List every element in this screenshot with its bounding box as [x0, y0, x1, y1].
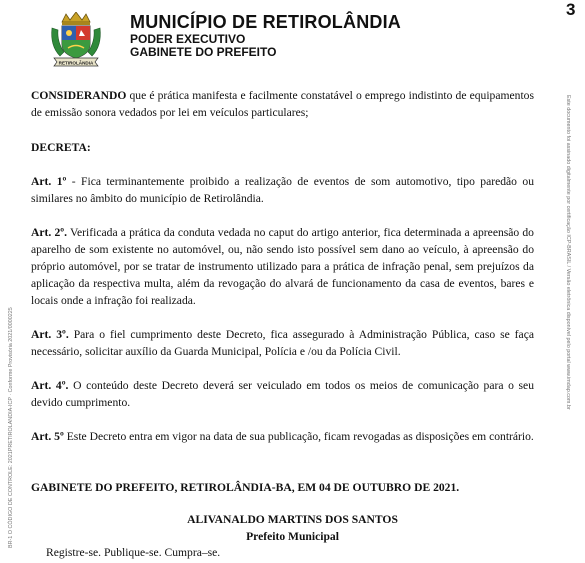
- considerando-paragraph: [31, 87, 534, 121]
- article-1-label: Art. 1º: [31, 175, 67, 188]
- crest-banner-text: RETIROLÂNDIA: [58, 60, 94, 66]
- decreta-heading: [31, 139, 534, 156]
- executive-power-label: PODER EXECUTIVO: [130, 32, 246, 46]
- digital-signature-stamp: Este documento foi assinado digitalmente por certificação ICP-BRASIL / Versão eletrônica disponível pelo portal www.imdap.com.br: [565, 95, 571, 410]
- article-4: [31, 377, 534, 411]
- decreta-label: DECRETA:: [31, 141, 91, 154]
- signer-name: ALIVANALDO MARTINS DOS SANTOS: [187, 513, 398, 526]
- registre-line: Registre-se. Publique-se. Cumpra–se.: [46, 546, 221, 559]
- article-3-label: Art. 3º.: [31, 328, 69, 341]
- article-2: [31, 224, 534, 309]
- article-4-text: O conteúdo deste Decreto deverá ser veiculado em todos os meios de comunicação para o seu devido cumprimento.: [31, 379, 534, 409]
- article-3-text: Para o fiel cumprimento deste Decreto, fica assegurado à Administração Pública, caso se faça necessário, solicitar auxílio da Guarda Municipal, Polícia e /ou da Polícia Civil.: [31, 328, 534, 358]
- control-code-stamp: BR-1 O CÓDIGO DE CONTROLE: 2021PRETIROLANDIA-ICP · Conforme Provisória 2021/0000225: [8, 307, 14, 548]
- cabinet-label: GABINETE DO PREFEITO: [130, 45, 277, 59]
- signer-title: Prefeito Municipal: [246, 530, 339, 543]
- article-2-text: Verificada a prática da conduta vedada no caput do artigo anterior, fica determinada a apreensão do aparelho de som existente no automóvel, ou, não sendo isto possível sem dano ao veículo, à apreensão do próprio automóvel, por se tratar de instrumento utilizado para a prática de infração penal, sem prejuízos da aplicação da respectiva multa, além da revogação do alvará de funcionamento da casa de eventos, bares e locais onde a infração foi realizada.: [31, 226, 534, 307]
- article-5-text: Este Decreto entra em vigor na data de sua publicação, ficam revogadas as disposições em contrário.: [66, 430, 534, 443]
- gabinete-line: GABINETE DO PREFEITO, RETIROLÂNDIA-BA, EM 04 DE OUTUBRO DE 2021.: [31, 481, 460, 494]
- municipal-coat-of-arms-icon: [48, 12, 104, 68]
- page-number: 3: [566, 0, 576, 19]
- considerando-label: CONSIDERANDO: [31, 89, 127, 102]
- article-3: [31, 326, 534, 360]
- article-5: [31, 428, 534, 445]
- municipality-title: MUNICÍPIO DE RETIROLÂNDIA: [130, 12, 402, 32]
- article-2-label: Art. 2º.: [31, 226, 67, 239]
- article-1: [31, 173, 534, 207]
- article-4-label: Art. 4º.: [31, 379, 69, 392]
- article-1-text: - Fica terminantemente proibido a realização de eventos de som automotivo, tipo paredão ou similares no âmbito do município de Retirolândia.: [31, 175, 534, 205]
- considerando-text: que é prática manifesta e facilmente constatável o emprego indistinto de equipamentos de emissão sonora vedados por lei em veículos particulares;: [31, 89, 534, 119]
- article-5-label: Art. 5º: [31, 430, 64, 443]
